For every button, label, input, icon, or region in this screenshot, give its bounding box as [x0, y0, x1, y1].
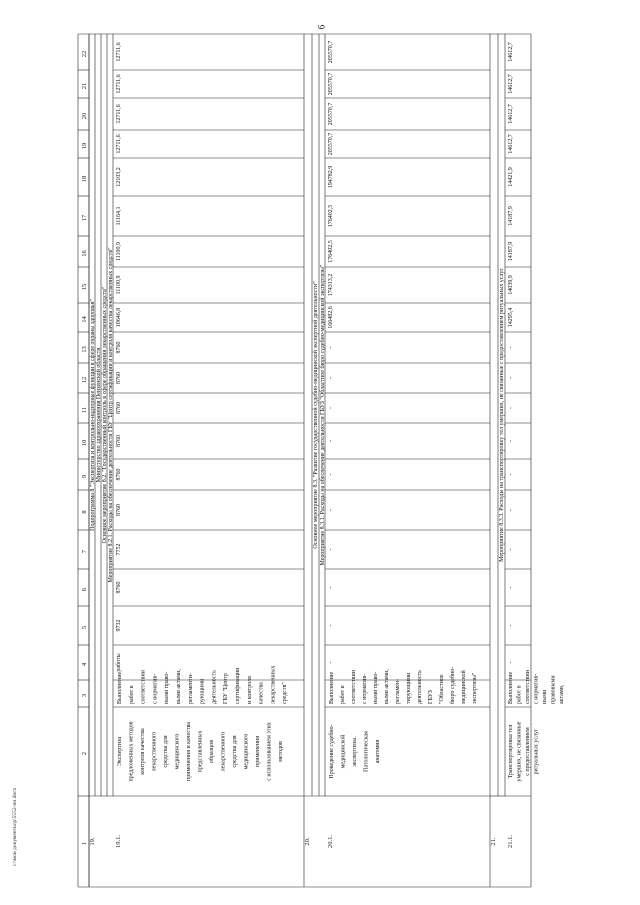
work-description: экспертизы": [472, 672, 478, 704]
value-cell: -: [508, 548, 514, 551]
value-cell: -: [508, 624, 514, 627]
value-cell: 14295,4: [508, 307, 514, 328]
item-name: медицинского: [174, 733, 181, 770]
item-name: контроля качества: [140, 728, 146, 775]
value-cell: 205570,7: [328, 102, 334, 126]
work-description: соответствии: [351, 670, 357, 704]
column-number: 2: [81, 751, 88, 756]
footer-path: c:\мои документы\р\5552-пп.docx: [12, 787, 18, 866]
measure-title: Мероприятие 8.3.1. Расходы на обеспечение деятельности ГБУЗ "Областное бюро судебно-медицинской экспертизы": [320, 264, 326, 566]
value-cell: -: [508, 377, 514, 379]
value-cell: 8760: [116, 504, 122, 516]
work-description: рующими: [199, 678, 206, 704]
work-description: ГБУЗ: [428, 690, 434, 704]
value-cell: 174313,2: [328, 273, 334, 297]
value-cell: 10646,8: [116, 307, 122, 328]
work-description: с норматив-: [533, 673, 540, 704]
work-description: деятельность: [211, 670, 218, 704]
subprogram-title: Подпрограмма 8 "Экспертиза и контрольно-надзорные функции в сфере охраны здоровья": [90, 299, 96, 531]
value-cell: 12711,6: [116, 134, 122, 154]
table-body: [78, 34, 565, 887]
section-number: 21.: [490, 837, 497, 846]
work-description: качества: [258, 682, 265, 704]
work-description: бюро судебно-: [450, 666, 456, 704]
work-description: работ в: [516, 685, 523, 704]
value-cell: 14612,7: [508, 134, 514, 154]
work-description: работ в: [128, 685, 135, 704]
work-description: медицинской: [461, 670, 467, 704]
value-cell: 205570,7: [328, 72, 334, 96]
work-description: регламенти-: [187, 673, 194, 704]
value-cell: 14612,7: [508, 42, 514, 62]
value-cell: -: [508, 440, 514, 442]
work-description: тирующими: [406, 672, 412, 704]
column-number: 7: [81, 549, 88, 554]
value-cell: 14187,9: [508, 241, 514, 262]
section-number: 20.: [304, 837, 311, 846]
row-number: 20.1.: [327, 835, 334, 848]
value-cell: 11100,9: [116, 275, 122, 295]
column-number: 1: [81, 841, 88, 846]
column-number: 9: [81, 474, 88, 479]
value-cell: -: [328, 586, 334, 589]
value-cell: 8760: [116, 468, 122, 481]
value-cell: 8760: [116, 372, 122, 384]
column-number: 3: [81, 693, 88, 698]
item-name: экспертизы.: [352, 736, 358, 767]
item-name: с предоставлением: [525, 727, 531, 776]
work-description: с норматив-: [362, 673, 368, 704]
work-description: ными: [542, 689, 548, 704]
measure-title: Мероприятие 8.2.1. Расходы на обеспечение деятельности ГБУ "Центр сертификации и контроля качества лекарственных средств": [108, 247, 114, 583]
column-number: 13: [81, 346, 88, 353]
work-description: соответствии: [140, 670, 147, 704]
work-description: деятельность: [417, 670, 423, 704]
value-cell: 12103,2: [116, 167, 122, 187]
item-name: Транспортировка тел: [508, 724, 514, 779]
value-cell: 8760: [116, 341, 122, 354]
value-cell: 205570,7: [328, 40, 334, 64]
column-number: 17: [81, 214, 88, 222]
value-cell: 166482,6: [328, 306, 334, 329]
value-cell: 14612,7: [508, 104, 514, 124]
value-cell: -: [328, 624, 334, 627]
work-description: актами,: [559, 684, 565, 704]
column-number: 14: [81, 316, 88, 323]
item-name: применения и качества: [186, 722, 192, 781]
value-cell: 176402,5: [328, 240, 334, 263]
value-cell: -: [328, 509, 334, 511]
work-description: Выполнение: [329, 671, 335, 704]
column-number: 6: [81, 587, 88, 592]
column-number: 18: [81, 175, 88, 183]
item-name: медицинской: [340, 734, 347, 769]
work-description: ными право-: [164, 671, 171, 704]
work-description: ными право-: [373, 671, 379, 704]
value-cell: -: [328, 548, 334, 551]
item-name: с использованием этих: [266, 722, 273, 781]
value-cell: 9732: [116, 619, 122, 632]
item-name: применения: [255, 736, 261, 767]
column-number: 21: [81, 82, 88, 90]
page-number: 9: [316, 24, 326, 30]
column-number: 15: [81, 283, 88, 291]
value-cell: 14039,9: [508, 275, 514, 295]
item-name: лекарственного: [220, 731, 227, 772]
value-cell: -: [328, 473, 334, 476]
value-cell: 176402,5: [328, 204, 334, 228]
value-cell: 14612,7: [508, 74, 514, 94]
item-name: Экспертиза: [117, 736, 123, 767]
work-description: лекарственных: [270, 665, 277, 704]
value-cell: 12711,6: [116, 74, 122, 94]
work-description: средств": [282, 682, 289, 704]
value-cell: -: [508, 407, 514, 409]
value-cell: 194782,9: [328, 165, 334, 189]
item-name: умерших, не связанные: [516, 721, 523, 782]
work-description: выми актами,: [384, 669, 390, 704]
item-name: лекарственного: [151, 731, 158, 772]
row-number: 21.1.: [507, 835, 514, 848]
work-description: и контроля: [246, 676, 253, 704]
work-description: соответствии: [525, 670, 531, 704]
value-cell: 11100,9: [116, 241, 122, 262]
value-cell: 8760: [116, 581, 122, 594]
item-name: Проведение судебно-: [329, 724, 335, 779]
item-name: образцов: [209, 739, 215, 764]
work-description: Выполнение: [117, 671, 123, 704]
value-cell: 14421,9: [508, 167, 514, 187]
row-number: 19.1.: [115, 835, 122, 848]
value-cell: -: [508, 509, 514, 511]
work-description: регламен-: [395, 678, 401, 704]
activity-title: Основное мероприятие 8.2. "Государственный контроль в сфере обращения лекарственных средств": [102, 286, 108, 544]
value-cell: 7752: [116, 543, 122, 556]
value-cell: 8760: [116, 435, 122, 447]
value-cell: -: [508, 346, 514, 349]
value-cell: -: [328, 407, 334, 409]
value-cell: -: [328, 377, 334, 379]
value-cell: 8760: [116, 402, 122, 414]
column-number: 10: [81, 439, 88, 447]
unit: -: [508, 661, 514, 664]
item-name: медицинского: [243, 733, 250, 770]
value-cell: 11164,1: [116, 206, 122, 226]
item-name: представленных: [197, 730, 204, 773]
measure-title: Мероприятие 8.3.3. Расходы на транспортировку тел умерших, не связанные с предоставлением ритуальных услуг: [499, 268, 505, 562]
item-name: средства для: [163, 735, 169, 768]
column-number: 12: [81, 376, 88, 384]
item-name: ритуальных услуг: [533, 728, 540, 775]
ministry-title: Министерство здравоохранения Пензенской области: [96, 347, 102, 483]
column-number: 16: [81, 250, 88, 257]
work-description: ГБУ "Центр: [223, 673, 230, 704]
value-cell: 12711,6: [116, 42, 122, 62]
activity-title: Основное мероприятие 8.3. "Развитие государственной судебно-медицинской экспертной деятельности": [313, 281, 319, 549]
column-number: 20: [81, 112, 88, 120]
value-cell: -: [328, 346, 334, 349]
work-description: "Областное: [439, 674, 445, 704]
unit: -: [328, 661, 334, 664]
work-description: правовыми: [550, 675, 557, 704]
item-name: предложенных методов: [128, 721, 135, 782]
item-name: анатомия: [375, 739, 381, 764]
value-cell: 14187,9: [508, 206, 514, 226]
work-description: работ в: [340, 685, 346, 704]
column-number: 4: [81, 662, 88, 667]
value-cell: -: [328, 440, 334, 442]
value-cell: -: [508, 586, 514, 589]
unit: работы: [116, 653, 122, 672]
work-description: сертификации: [235, 667, 241, 704]
value-cell: 12711,6: [116, 104, 122, 124]
value-cell: 205570,7: [328, 132, 334, 156]
section-number: 19.: [89, 837, 96, 846]
column-number: 8: [81, 510, 88, 514]
item-name: Патологическая: [363, 731, 370, 772]
item-name: средства для: [232, 735, 238, 768]
work-description: с норматив-: [152, 673, 159, 704]
work-description: выми актами,: [176, 669, 182, 704]
column-number: 11: [81, 406, 88, 414]
value-cell: -: [508, 473, 514, 476]
column-number: 19: [81, 142, 88, 150]
work-description: Выполнение: [508, 671, 514, 704]
column-number: 5: [81, 625, 88, 630]
column-number: 22: [81, 50, 88, 58]
item-name: методов: [278, 741, 284, 762]
